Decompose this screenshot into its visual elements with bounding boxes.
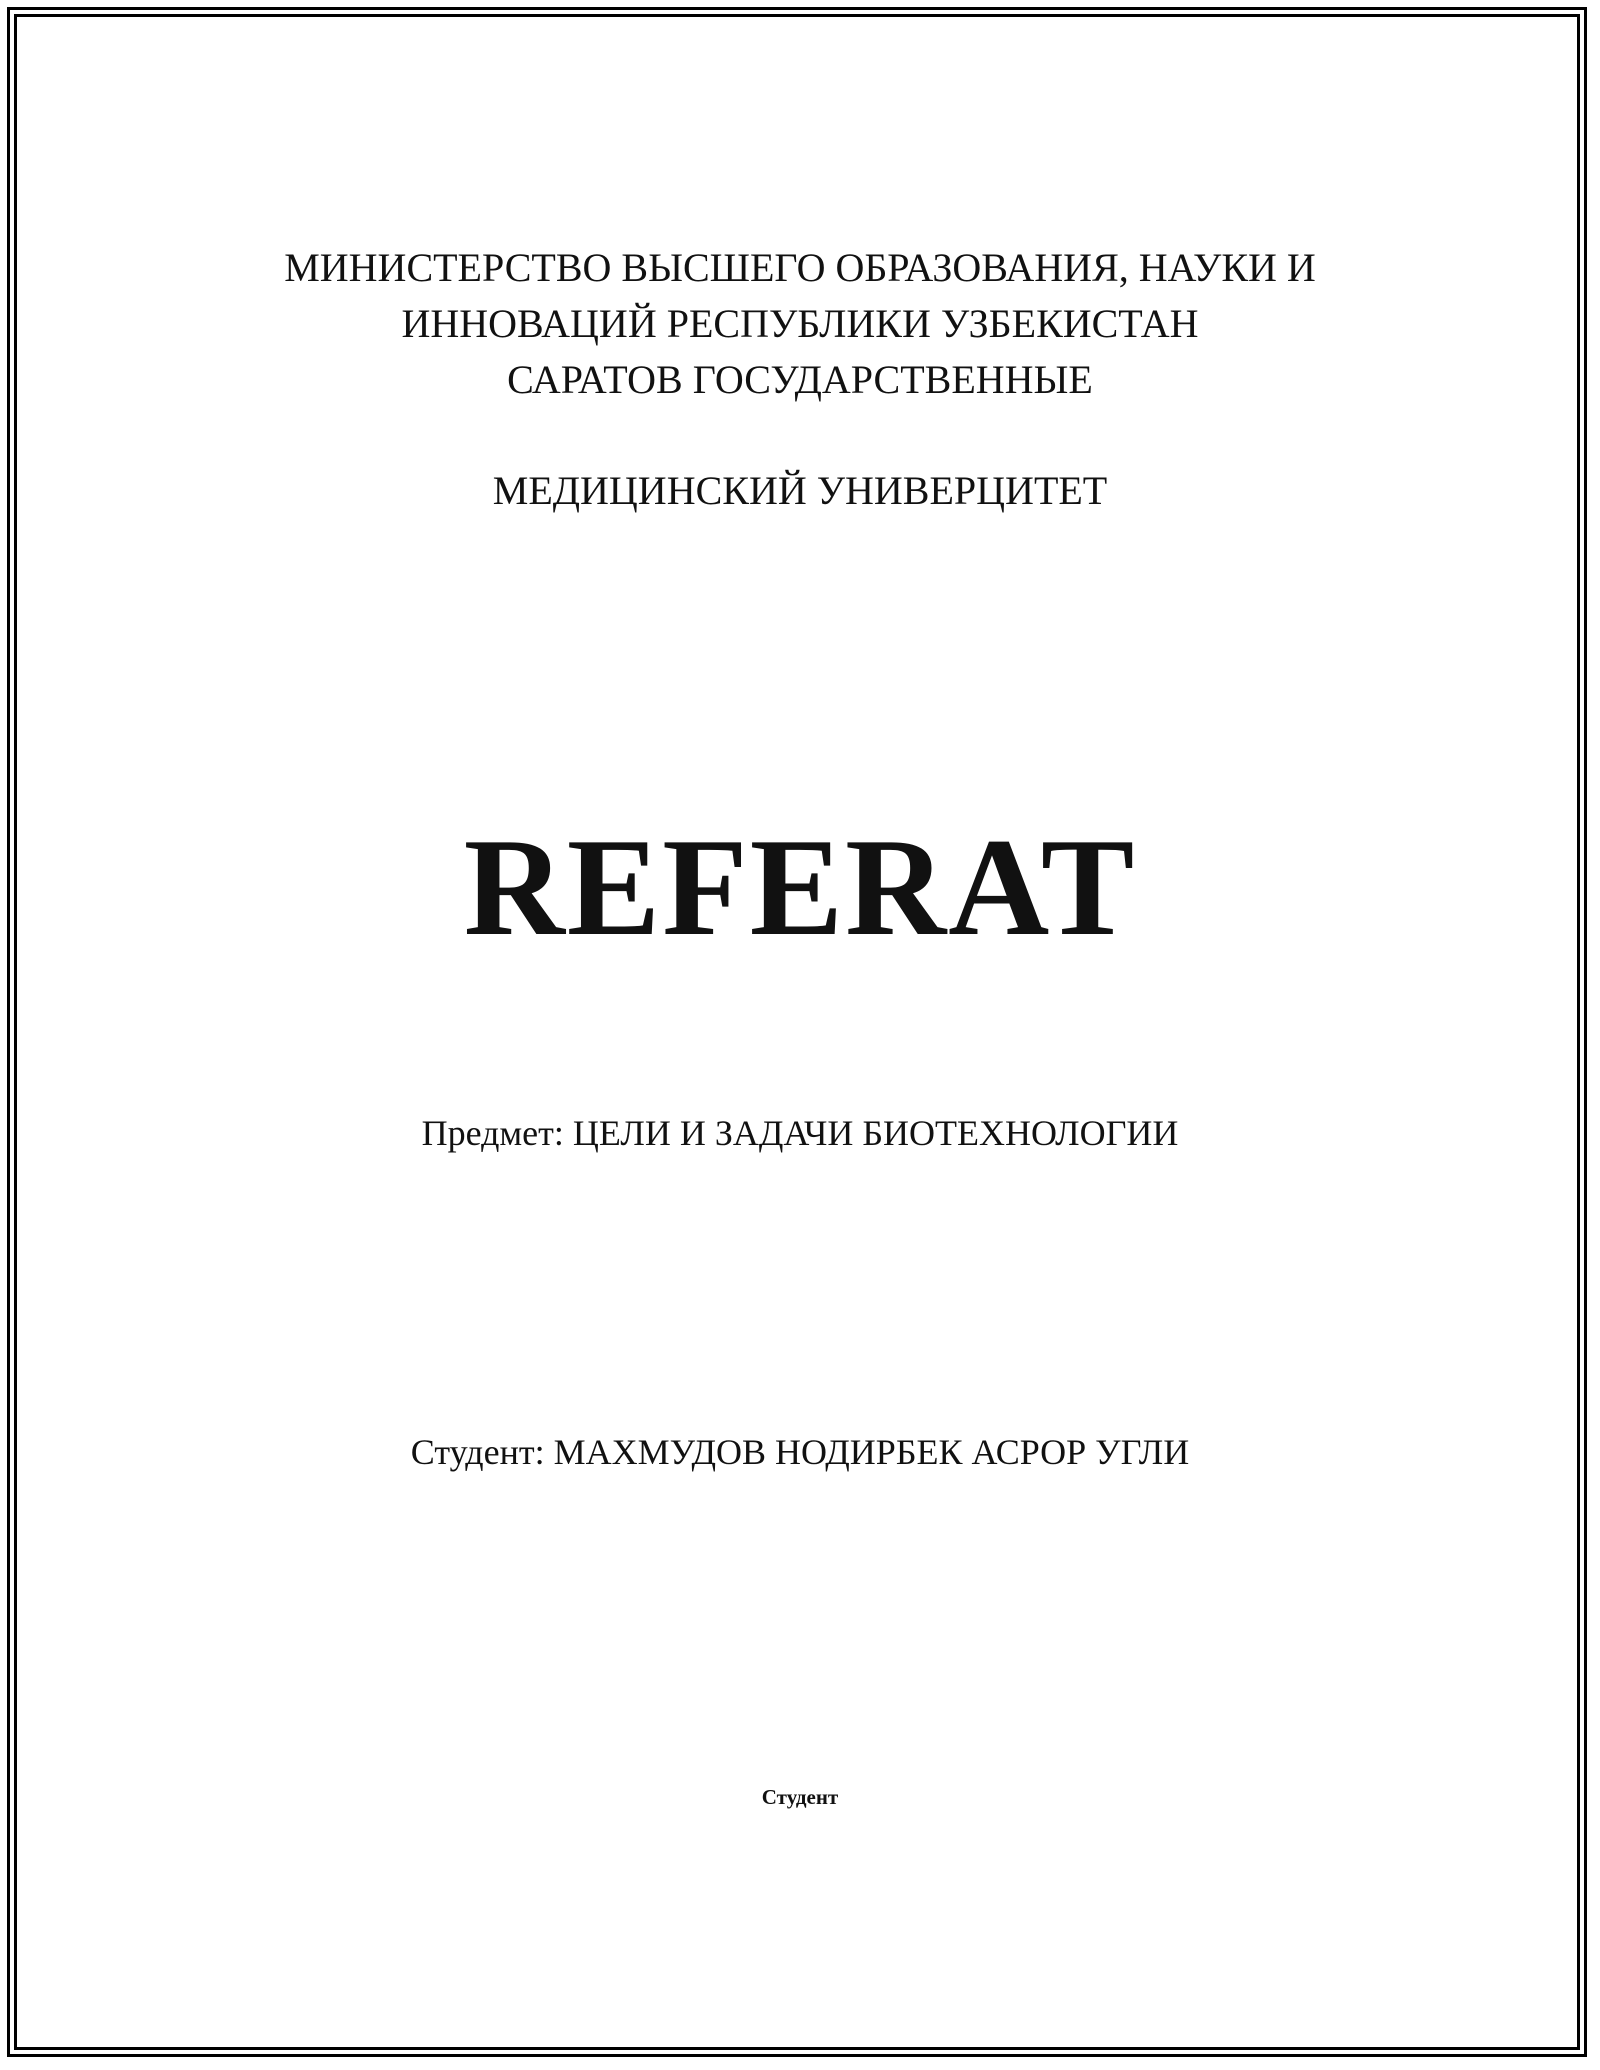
- document-title: REFERAT: [463, 810, 1137, 965]
- student-line: Студент: МАХМУДОВ НОДИРБЕК АСРОР УГЛИ: [410, 1432, 1190, 1472]
- ministry-line-3: САРАТОВ ГОСУДАРСТВЕННЫЕ: [507, 357, 1093, 402]
- subject-line: Предмет: ЦЕЛИ И ЗАДАЧИ БИОТЕХНОЛОГИИ: [421, 1113, 1179, 1153]
- footer-student-label: Студент: [761, 1785, 839, 1809]
- ministry-line-2: ИННОВАЦИЙ РЕСПУБЛИКИ УЗБЕКИСТАН: [401, 301, 1199, 346]
- university-name: МЕДИЦИНСКИЙ УНИВЕРЦИТЕТ: [492, 468, 1108, 513]
- ministry-header: [0, 240, 1600, 408]
- ministry-line-1: МИНИСТЕРСТВО ВЫСШЕГО ОБРАЗОВАНИЯ, НАУКИ И: [284, 245, 1316, 290]
